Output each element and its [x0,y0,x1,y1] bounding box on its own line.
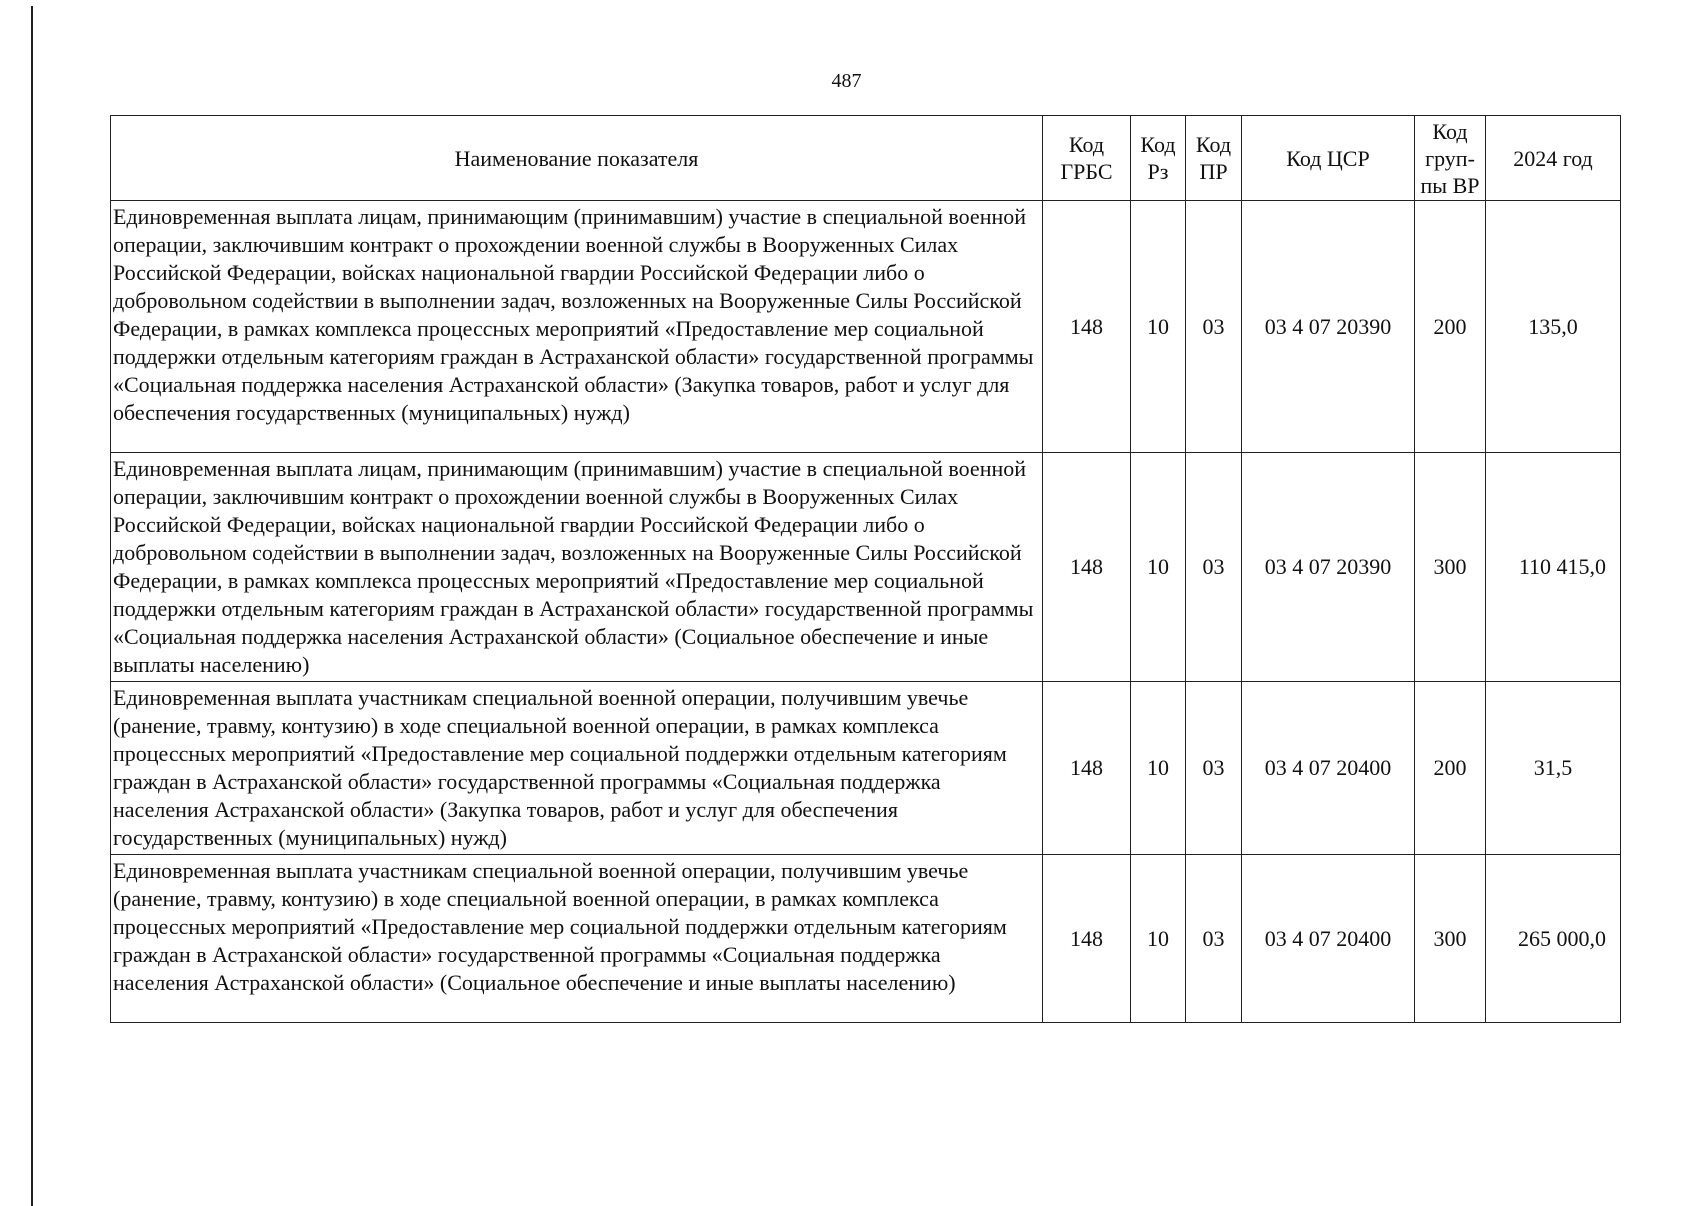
row-grbs: 148 [1043,201,1131,453]
row-amount: 265 000,0 [1486,855,1621,1023]
left-margin-line [31,6,33,1206]
row-name: Единовременная выплата участникам специальной военной операции, получившим увечье (ранение, травму, контузию) в ходе специальной военной операции, в рамках комплекса процессных мероприятий «Предоставление мер социальной поддержки отдельным категориям граждан в Астраханской области» государственной программы «Социальная поддержка населения Астраханской области» (Закупка товаров, работ и услуг для обеспечения государственных (муниципальных) нужд) [111,682,1043,855]
row-vr: 200 [1415,682,1486,855]
header-csr: Код ЦСР [1242,116,1415,201]
row-amount: 110 415,0 [1486,453,1621,682]
table-row [111,201,1621,453]
header-vr: Код груп-пы ВР [1415,116,1486,201]
row-rz: 10 [1131,201,1186,453]
row-rz: 10 [1131,453,1186,682]
table-row [111,453,1621,682]
row-rz: 10 [1131,855,1186,1023]
row-pr: 03 [1186,682,1242,855]
row-name: Единовременная выплата лицам, принимающим (принимавшим) участие в специальной военной операции, заключившим контракт о прохождении военной службы в Вооруженных Силах Российской Федерации, войсках национальной гвардии Российской Федерации либо о добровольном содействии в выполнении задач, возложенных на Вооруженные Силы Российской Федерации, в рамках комплекса процессных мероприятий «Предоставление мер социальной поддержки отдельным категориям граждан в Астраханской области» государственной программы «Социальная поддержка населения Астраханской области» (Социальное обеспечение и иные выплаты населению) [111,453,1043,682]
row-csr: 03 4 07 20400 [1242,682,1415,855]
row-amount: 31,5 [1486,682,1621,855]
row-grbs: 148 [1043,453,1131,682]
table-row [111,682,1621,855]
row-name: Единовременная выплата участникам специальной военной операции, получившим увечье (ранение, травму, контузию) в ходе специальной военной операции, в рамках комплекса процессных мероприятий «Предоставление мер социальной поддержки отдельным категориям граждан в Астраханской области» государственной программы «Социальная поддержка населения Астраханской области» (Социальное обеспечение и иные выплаты населению) [111,855,1043,1023]
header-grbs: Код ГРБС [1043,116,1131,201]
row-pr: 03 [1186,453,1242,682]
page-number: 487 [831,70,862,92]
row-amount: 135,0 [1486,201,1621,453]
header-rz: Код Рз [1131,116,1186,201]
table-row [111,855,1621,1023]
row-grbs: 148 [1043,855,1131,1023]
row-pr: 03 [1186,855,1242,1023]
row-csr: 03 4 07 20400 [1242,855,1415,1023]
row-name: Единовременная выплата лицам, принимающим (принимавшим) участие в специальной военной операции, заключившим контракт о прохождении военной службы в Вооруженных Силах Российской Федерации, войсках национальной гвардии Российской Федерации либо о добровольном содействии в выполнении задач, возложенных на Вооруженные Силы Российской Федерации, в рамках комплекса процессных мероприятий «Предоставление мер социальной поддержки отдельным категориям граждан в Астраханской области» государственной программы «Социальная поддержка населения Астраханской области» (Закупка товаров, работ и услуг для обеспечения государственных (муниципальных) нужд) [111,201,1043,453]
row-csr: 03 4 07 20390 [1242,453,1415,682]
row-vr: 300 [1415,855,1486,1023]
row-grbs: 148 [1043,682,1131,855]
budget-table [110,115,1621,1023]
row-pr: 03 [1186,201,1242,453]
header-row [111,116,1621,201]
row-vr: 300 [1415,453,1486,682]
header-pr: Код ПР [1186,116,1242,201]
row-vr: 200 [1415,201,1486,453]
header-name: Наименование показателя [111,116,1043,201]
row-csr: 03 4 07 20390 [1242,201,1415,453]
header-year: 2024 год [1486,116,1621,201]
row-rz: 10 [1131,682,1186,855]
